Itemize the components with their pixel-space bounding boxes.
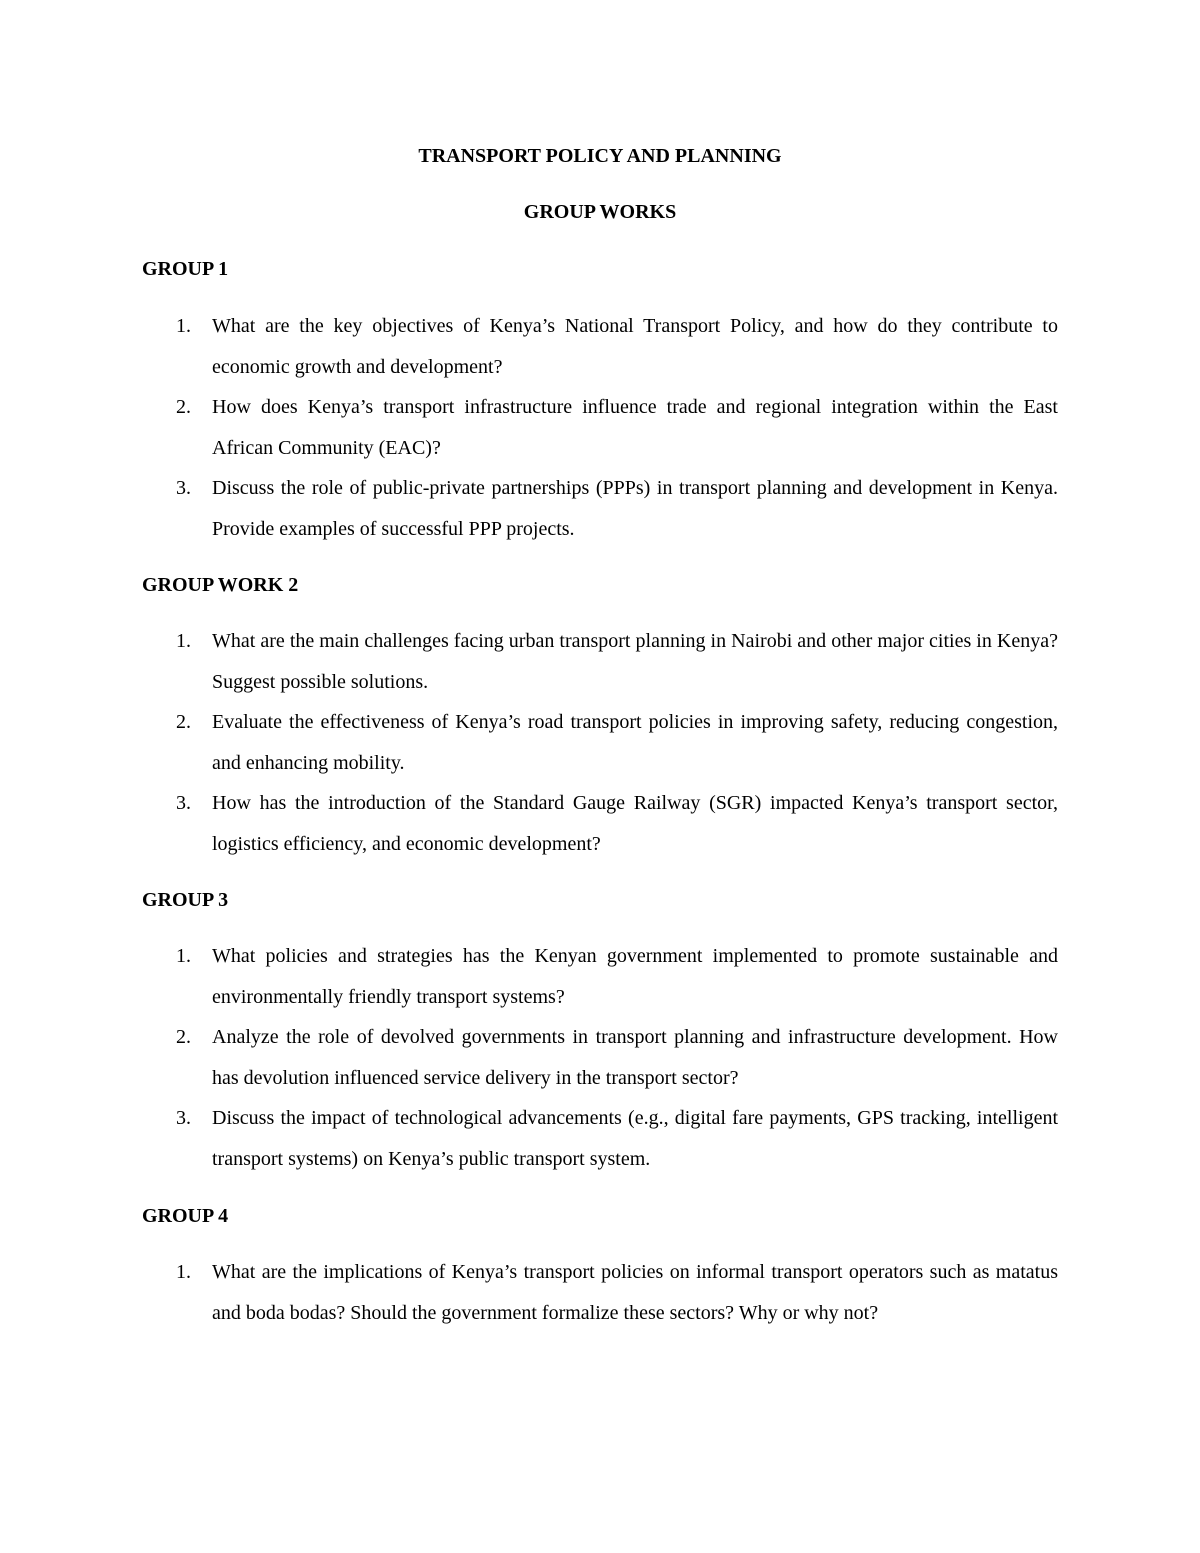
question-text: Analyze the role of devolved governments in transport planning and infrastructure development. How has devolution influenced service delivery in the transport sector? — [212, 1026, 1058, 1089]
group-1-heading: GROUP 1 — [142, 258, 229, 280]
question-number: 3. — [176, 477, 191, 499]
group-3-questions — [142, 936, 1058, 1179]
list-item — [142, 936, 1058, 1017]
list-item — [142, 306, 1058, 387]
question-number: 3. — [176, 1107, 191, 1129]
list-item — [142, 387, 1058, 468]
document-title: TRANSPORT POLICY AND PLANNING — [418, 145, 782, 167]
question-number: 3. — [176, 792, 191, 814]
question-text: Discuss the role of public-private partnerships (PPPs) in transport planning and development in Kenya. Provide examples of successful PPP projects. — [212, 477, 1058, 540]
group-4-questions — [142, 1252, 1058, 1333]
question-number: 2. — [176, 396, 191, 418]
list-item — [142, 702, 1058, 783]
question-text: What are the implications of Kenya’s transport policies on informal transport operators such as matatus and boda bodas? Should the government formalize these sectors? Why or why not? — [212, 1261, 1058, 1324]
list-item — [142, 1017, 1058, 1098]
question-number: 1. — [176, 1261, 191, 1283]
question-number: 1. — [176, 945, 191, 967]
list-item — [142, 783, 1058, 864]
question-text: What are the key objectives of Kenya’s National Transport Policy, and how do they contribute to economic growth and development? — [212, 315, 1058, 378]
question-number: 1. — [176, 315, 191, 337]
question-number: 1. — [176, 630, 191, 652]
list-item — [142, 468, 1058, 549]
list-item — [142, 1252, 1058, 1333]
question-number: 2. — [176, 1026, 191, 1048]
question-number: 2. — [176, 711, 191, 733]
group-2-heading: GROUP WORK 2 — [142, 574, 299, 596]
question-text: What policies and strategies has the Kenyan government implemented to promote sustainable and environmentally friendly transport systems? — [212, 945, 1058, 1008]
question-text: How has the introduction of the Standard Gauge Railway (SGR) impacted Kenya’s transport sector, logistics efficiency, and economic development? — [212, 792, 1058, 855]
question-text: What are the main challenges facing urban transport planning in Nairobi and other major cities in Kenya? Suggest possible solutions. — [212, 630, 1058, 693]
group-3-heading: GROUP 3 — [142, 889, 229, 911]
question-text: How does Kenya’s transport infrastructure influence trade and regional integration within the East African Community (EAC)? — [212, 396, 1058, 459]
document-subtitle: GROUP WORKS — [523, 201, 677, 223]
list-item — [142, 621, 1058, 702]
group-1-questions — [142, 306, 1058, 549]
list-item — [142, 1098, 1058, 1179]
group-4-heading: GROUP 4 — [142, 1205, 229, 1227]
question-text: Evaluate the effectiveness of Kenya’s road transport policies in improving safety, reducing congestion, and enhancing mobility. — [212, 711, 1058, 774]
group-2-questions — [142, 621, 1058, 864]
question-text: Discuss the impact of technological advancements (e.g., digital fare payments, GPS tracking, intelligent transport systems) on Kenya’s public transport system. — [212, 1107, 1058, 1170]
